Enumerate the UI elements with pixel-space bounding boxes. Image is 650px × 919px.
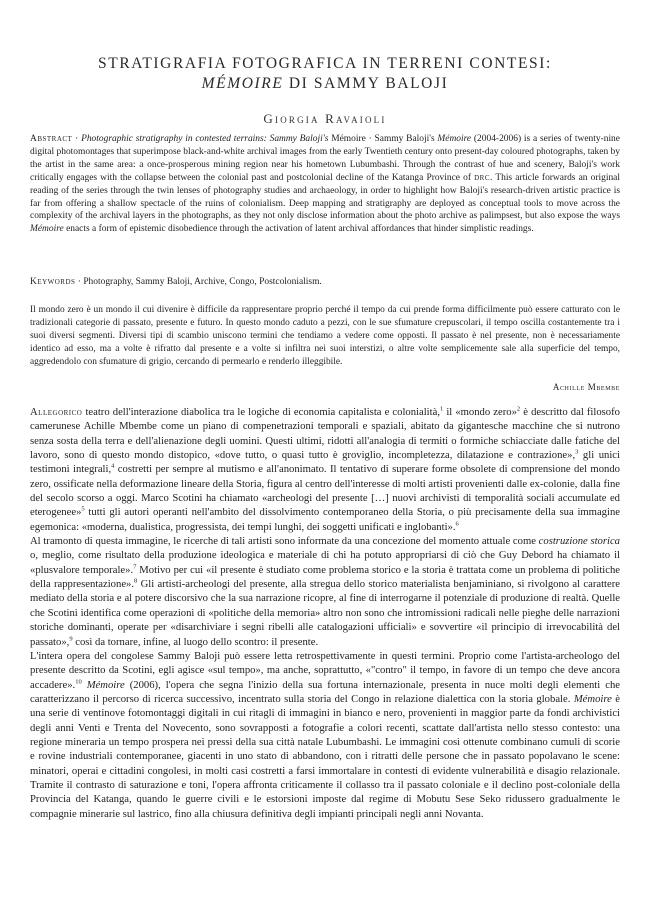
body-text: così da tornare, infine, al luogo dello scontro: il presente. xyxy=(72,636,319,648)
abstract-label: Abstract xyxy=(30,134,73,144)
body-paragraph-3 xyxy=(30,650,620,822)
body-text: costretti per sempre al mutismo e all'anonimato. Il tentativo di superare forme obsolete di comprensione del mondo zero, ossificate nella deformazione lineare della Storia, figura al centro dell'interesse di molti artisti provenienti dalle ex-colonie, dalla fine del secolo scorso a oggi. Marco Scotini ha chiamato «archeologi del presente […] nuovi archivisti di temporalità sociali accumulate ed eterogenee» xyxy=(30,464,620,519)
footnote-ref[interactable]: 3 xyxy=(575,448,579,456)
body-italic: Mémoire xyxy=(81,679,125,691)
footnote-ref[interactable]: 4 xyxy=(111,462,115,470)
abstract-text-c: enacts a form of epistemic disobedience through the activation of latent archival affordances that hinder simplistic readings. xyxy=(63,224,534,235)
footnote-ref[interactable]: 7 xyxy=(133,563,137,571)
footnote-ref[interactable]: 2 xyxy=(516,405,521,413)
abstract-english-title-work: Mémoire xyxy=(331,134,366,144)
body-text: è una serie di ventinove fotomontaggi digitali in cui ritagli di immagini in bianco e nero, provenienti in maggior parte da fondi archivistici degli anni Venti e Trenta del Novecento, sono sovrapposti a fotografie a colori recenti, scattate dall'artista nello stesso contesto: una regione mineraria un tempo prospera nei pressi della sua città natale Lubumbashi. Le immagini così ottenute combinano cumuli di scorie e rovine industriali contemporanee, giacenti in uno stato di abbandono, con i ritratti delle persone che in passato popolavano le scene: minatori, operai e cittadini congolesi, in molti casi costretti a farsi immortalare in contesti di evidente vulnerabilità e disagio relazionale. Tramite il contrasto di saturazione e toni, l'opera affronta criticamente il collasso tra il passato coloniale e il declino post-coloniale della Provincia del Katanga, quando le guerre civili e le estorsioni imposte dal regime di Mobutu Sese Seko ridussero gradualmente le compagnie minerarie sul lastrico, fino alla chiusura definitiva degli impianti principali negli anni Novanta. xyxy=(30,693,620,820)
epigraph-author: Achille Mbembe xyxy=(552,382,620,392)
abstract-sep: · xyxy=(72,134,82,144)
body-italic: costruzione storica xyxy=(538,536,621,548)
keywords-sep: · xyxy=(75,277,84,287)
body-text: gli unici testimoni integrali, xyxy=(30,450,620,476)
article-title-rest: DI SAMMY BALOJI xyxy=(283,75,449,92)
abstract-work-title-2: Mémoire xyxy=(30,224,64,235)
body-text: tutti gli autori operanti nell'ambito del dissolvimento contemporaneo della Storia, o più precisamente della sua immagine egemonica: «moderna, dualistica, progressista, dei tempi lunghi, dei soggetti unificati e inglobanti». xyxy=(30,507,620,533)
body-text: Gli artisti-archeologi del presente, alla stregua dello storico materialista benjaminiano, si rivolgono al carattere mediato della storia e al potere discorsivo che la sua narrazione ricopre, al fine di interrogarne il potenziale di produzione di realtà. Quelle che Scotini identifica come operazioni di «politiche della memoria» altro non sono che intromissioni radicali nelle pieghe delle narrazioni storiche dominanti, operate per «disarchiviare i segni ribelli alle catalogazioni ufficiali» e sovvertire «il principio di irrevocabilità del passato», xyxy=(30,579,620,648)
article-title xyxy=(40,54,610,94)
abstract-english-title: Photographic stratigraphy in contested terrains: Sammy Baloji's xyxy=(81,134,329,144)
keywords-text: Photography, Sammy Baloji, Archive, Congo, Postcolonialism. xyxy=(83,277,322,287)
body-text: teatro dell'interazione diabolica tra le logiche di economia capitalista e colonialità, xyxy=(82,407,440,418)
body-paragraph-2 xyxy=(30,535,620,650)
footnote-ref[interactable]: 10 xyxy=(75,677,82,685)
article-title-line-1: STRATIGRAFIA FOTOGRAFICA IN TERRENI CONTESI: xyxy=(98,55,552,72)
article-body xyxy=(30,406,620,822)
abstract xyxy=(30,133,620,236)
body-text: il «mondo zero» xyxy=(443,407,517,418)
abstract-work-title: Mémoire xyxy=(437,134,472,144)
body-text: Motivo per cui «il presente è studiato come problema storico e la storia è trattata come un problema di politiche della rappresentazione». xyxy=(30,564,620,591)
keywords xyxy=(30,276,620,289)
body-text: è descritto dal filosofo camerunese Achille Mbembe come un piano di compenetrazioni temporali e spaziali, abitato da gigantesche macchine che si nutrono senza sosta della terra e dell'alienazione degli uomini. Questi ultimi, ridotti all'analogia di termiti o formiche schiacciate dalle fatiche del lavoro, sono di questo mondo distopico, «dove tutto, o quasi tutto è groviglio, incompletezza, dilatazione e contrazione», xyxy=(30,407,620,462)
footnote-ref[interactable]: 8 xyxy=(134,577,138,585)
body-text: o, meglio, come risultato della produzione ideologica e materiale di chi ha potuto appropriarsi di ciò che Guy Debord ha chiamato il «plusvalore temporale». xyxy=(30,550,620,576)
body-text: (2006), l'opera che segna l'inizio della sua fortuna internazionale, presenta in nuce molti degli elementi che caratterizzano il percorso di ricerca successivo, incentrato sulla storia del Congo in relazione dialettica con la storia globale. xyxy=(30,679,620,705)
article-title-line-2 xyxy=(40,74,610,94)
article-title-work: MÉMOIRE xyxy=(201,75,284,92)
lead-word: Allegorico xyxy=(30,407,83,418)
footnote-ref[interactable]: 9 xyxy=(69,634,73,642)
body-text: Al tramonto di questa immagine, le ricerche di tali artisti sono informate da una concezione del momento attuale come xyxy=(30,536,539,548)
footnote-ref[interactable]: 5 xyxy=(81,505,85,513)
abstract-text-b: . This article forwards an original reading of the series through the twin lenses of photography studies and archaeology, in order to highlight how Baloji's research-driven artistic practice is far from offering a shallow spectacle of the ruins of colonialism. Deep mapping and stratigraphy are deployed as conceptual tools to move across the complexity of the archival layers in the photographs, as they not only disclose information about the photo archive as palimpsest, but also expose the ways xyxy=(30,172,620,222)
abstract-text-a: (2004-2006) is a series of twenty-nine digital photomontages that superimpose black-and-white archival images from the early Twentieth century onto present-day coloured photographs, taken by the artist in the same area: a once-prosperous mining region near his hometown Lubumbashi. Through the contrast of hue and scenery, Baloji's work critically engages with the collapse between the colonial past and postcolonial decline of the Katanga Province of xyxy=(30,134,620,183)
epigraph: Il mondo zero è un mondo il cui divenire è difficile da rappresentare proprio perché il tempo da cui prende forma difficilmente può essere catturato con le tradizionali categorie di passato, presente e futuro. In questo mondo caduto a pezzi, con le sue sfumature crepuscolari, il tempo oscilla costantemente tra i suoi diversi segmenti. Diversi tipi di scambio uniscono termini che tendiamo a vedere come opposti. Il passato è nel presente, non è necessariamente identico ad esso, ma a volte è rifratto dal presente e a volte si infiltra nei suoi interstizi, o altre volte semplicemente sale alla superficie del tempo, aggredendolo con sfumature di grigio, cercando di permearlo e renderlo illeggibile. xyxy=(30,305,620,368)
body-italic: Mémoire xyxy=(573,693,612,705)
footnote-ref[interactable]: 6 xyxy=(455,520,459,528)
body-text: L'intera opera del congolese Sammy Baloji può essere letta retrospettivamente in questi termini. Proprio come l'artista-archeologo del presente descritto da Scotini, egli agisce «sul tempo», ma anche, soprattutto, «"contro" il tempo, in favore di un tempo che deve ancora accadere». xyxy=(30,650,620,691)
abstract-drc: drc xyxy=(474,172,491,183)
footnote-ref[interactable]: 1 xyxy=(439,405,444,413)
body-paragraph-1 xyxy=(30,406,620,535)
abstract-sep-2: · Sammy Baloji's xyxy=(365,134,438,144)
keywords-label: Keywords xyxy=(30,277,76,287)
article-author: Giorgia Ravaioli xyxy=(263,111,387,126)
